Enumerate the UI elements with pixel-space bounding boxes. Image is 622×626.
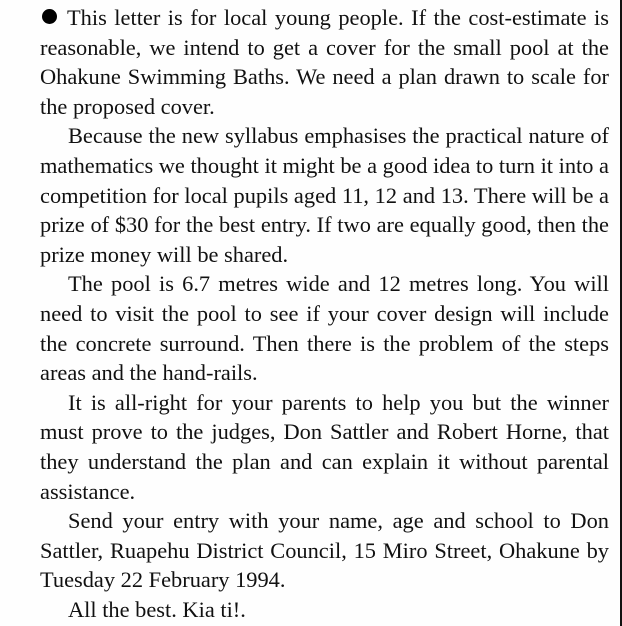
letter-column — [40, 0, 609, 624]
paragraph-intro — [40, 3, 609, 121]
paragraph-pool-dimensions: The pool is 6.7 metres wide and 12 metres long. You will need to visit the pool to see if your cover design will include the concrete surround. Then there is the problem of the steps areas and the hand-rails. — [40, 271, 609, 386]
paragraph-intro-text: This letter is for local young people. If the cost-estimate is reasonable, we intend to get a cover for the small pool at the Ohakune Swimming Baths. We need a plan drawn to scale for the proposed cover. — [40, 5, 609, 119]
bullet-icon — [42, 9, 57, 24]
paragraph-send-entry: Send your entry with your name, age and school to Don Sattler, Ruapehu District Council, 15 Miro Street, Ohakune by Tuesday 22 February 1994. — [40, 508, 609, 593]
paragraph-parents-help: It is all-right for your parents to help you but the winner must prove to the judges, Don Sattler and Robert Horne, that they understand the plan and can explain it without parental assistance. — [40, 389, 609, 504]
paragraph-competition: Because the new syllabus emphasises the practical nature of mathematics we thought it might be a good idea to turn it into a competition for local pupils aged 11, 12 and 13. There will be a prize of $30 for the best entry. If two are equally good, then the prize money will be shared. — [40, 123, 609, 267]
paragraph-signoff: All the best. Kia ti!. — [68, 596, 246, 622]
